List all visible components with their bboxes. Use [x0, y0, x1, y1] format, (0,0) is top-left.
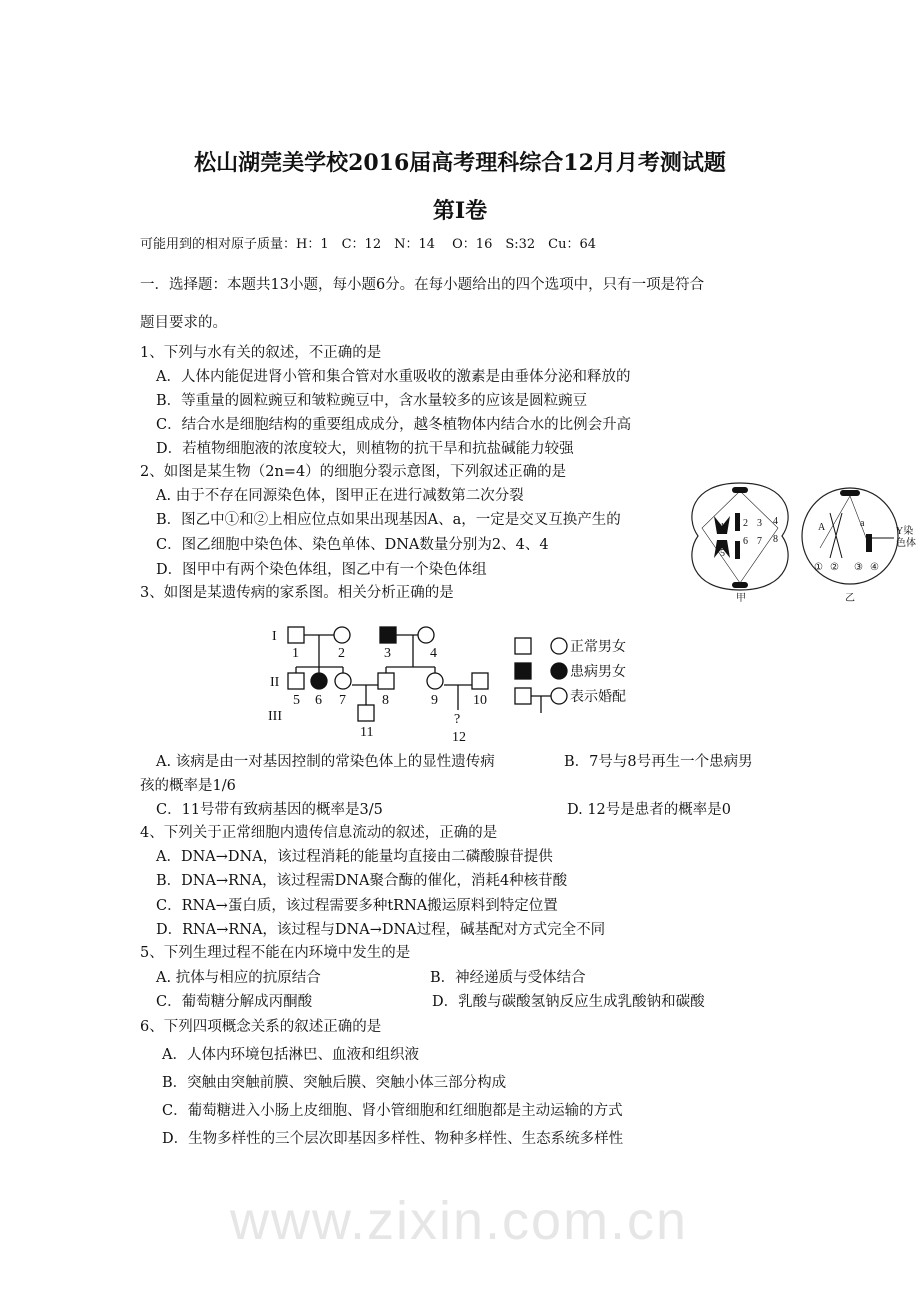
q6-option-c: C．葡萄糖进入小肠上皮细胞、肾小管细胞和红细胞都是主动运输的方式	[162, 1103, 623, 1119]
q4-option-d: D．RNA→RNA，该过程与DNA→DNA过程，碱基配对方式完全不同	[156, 922, 606, 938]
gen-label: II	[270, 675, 280, 690]
q1-stem: 1、下列与水有关的叙述，不正确的是	[140, 345, 382, 361]
gen-label: III	[268, 709, 282, 724]
chromatid-3: ③	[854, 562, 863, 573]
fig-num: 6	[743, 536, 748, 547]
id: 3	[384, 646, 391, 661]
gen-label: I	[272, 629, 277, 644]
exam-title: 松山湖莞美学校2016届高考理科综合12月月考测试题	[194, 150, 726, 176]
figure-label-jia: 甲	[736, 593, 746, 602]
q4-option-c: C．RNA→蛋白质，该过程需要多种tRNA搬运原料到特定位置	[156, 898, 558, 914]
q2-option-d: D．图甲中有两个染色体组，图乙中有一个染色体组	[156, 562, 487, 578]
fig-num: 4	[773, 516, 778, 527]
id: 5	[293, 693, 300, 708]
legend-normal: 正常男女	[570, 640, 626, 655]
q6-stem: 6、下列四项概念关系的叙述正确的是	[140, 1019, 382, 1035]
id: 12	[452, 730, 466, 745]
volume-title: 第Ⅰ卷	[432, 198, 488, 224]
legend-marriage: 表示婚配	[570, 690, 626, 705]
unknown-mark: ?	[454, 712, 461, 727]
watermark: www.zixin.com.cn	[230, 1191, 689, 1251]
q3-option-c: C．11号带有致病基因的概率是3/5	[156, 802, 383, 818]
q6-option-a: A．人体内环境包括淋巴、血液和组织液	[162, 1047, 419, 1063]
q5-option-b: B．神经递质与受体结合	[430, 970, 586, 986]
q1-option-a: A．人体内能促进肾小管和集合管对水重吸收的激素是由垂体分泌和释放的	[156, 369, 631, 385]
id: 1	[292, 646, 299, 661]
id: 6	[315, 693, 322, 708]
fig-num: 1	[720, 522, 725, 533]
fig-num: 8	[773, 534, 778, 545]
id: 4	[430, 646, 437, 661]
q5-option-d: D．乳酸与碳酸氢钠反应生成乳酸钠和碳酸	[432, 994, 705, 1010]
id: 7	[339, 693, 346, 708]
fig-num: 3	[757, 518, 762, 529]
id: 11	[360, 725, 374, 740]
legend-affected: 患病男女	[570, 665, 626, 680]
q6-option-b: B．突触由突触前膜、突触后膜、突触小体三部分构成	[162, 1075, 507, 1091]
pedigree-chart	[260, 615, 680, 745]
q2-option-c: C．图乙细胞中染色体、染色单体、DNA数量分别为2、4、4	[156, 537, 549, 553]
gene-A: A	[818, 522, 826, 533]
fig-num: 7	[757, 536, 762, 547]
fig-num: 5	[720, 548, 725, 559]
id: 9	[431, 693, 438, 708]
q3-option-b-cont: 孩的概率是1/6	[140, 778, 236, 794]
q3-stem: 3、如图是某遗传病的家系图。相关分析正确的是	[140, 585, 454, 601]
q5-option-a: A. 抗体与相应的抗原结合	[156, 970, 321, 986]
y-label: 色体	[896, 538, 916, 549]
figure-label-yi: 乙	[845, 593, 855, 602]
chromatid-1: ①	[814, 562, 823, 573]
q3-option-b: B．7号与8号再生一个患病男	[564, 754, 753, 770]
q2-option-a: A. 由于不存在同源染色体，图甲正在进行减数第二次分裂	[156, 488, 524, 504]
id: 10	[473, 693, 487, 708]
section-instructions: 一．选择题：本题共13小题，每小题6分。在每小题给出的四个选项中，只有一项是符合	[140, 277, 705, 293]
q1-option-c: C．结合水是细胞结构的重要组成成分，越冬植物体内结合水的比例会升高	[156, 417, 632, 433]
q3-option-a: A. 该病是由一对基因控制的常染色体上的显性遗传病	[156, 754, 495, 770]
cell-division-figure	[680, 478, 920, 602]
atomic-mass-note: 可能用到的相对原子质量：H：1 C：12 N：14 O：16 S:32 Cu：64	[140, 237, 597, 252]
q6-option-d: D．生物多样性的三个层次即基因多样性、物种多样性、生态系统多样性	[162, 1131, 624, 1147]
gene-a: a	[860, 518, 865, 529]
q4-option-a: A．DNA→DNA，该过程消耗的能量均直接由二磷酸腺苷提供	[156, 849, 553, 865]
q2-stem: 2、如图是某生物（2n=4）的细胞分裂示意图，下列叙述正确的是	[140, 464, 567, 480]
q4-stem: 4、下列关于正常细胞内遗传信息流动的叙述，正确的是	[140, 825, 498, 841]
fig-num: 2	[743, 518, 748, 529]
chromatid-2: ②	[830, 562, 839, 573]
id: 8	[382, 693, 389, 708]
q5-stem: 5、下列生理过程不能在内环境中发生的是	[140, 945, 411, 961]
chromatid-4: ④	[870, 562, 879, 573]
section-instructions-cont: 题目要求的。	[140, 315, 227, 331]
q2-option-b: B．图乙中①和②上相应位点如果出现基因A、a，一定是交叉互换产生的	[156, 512, 621, 528]
q4-option-b: B．DNA→RNA，该过程需DNA聚合酶的催化，消耗4种核苷酸	[156, 873, 568, 889]
q3-option-d: D. 12号是患者的概率是0	[567, 802, 732, 818]
id: 2	[338, 646, 345, 661]
q1-option-d: D．若植物细胞液的浓度较大，则植物的抗干旱和抗盐碱能力较强	[156, 441, 574, 457]
y-label: Y染	[896, 526, 914, 537]
q5-option-c: C．葡萄糖分解成丙酮酸	[156, 994, 313, 1010]
q1-option-b: B．等重量的圆粒豌豆和皱粒豌豆中，含水量较多的应该是圆粒豌豆	[156, 393, 588, 409]
